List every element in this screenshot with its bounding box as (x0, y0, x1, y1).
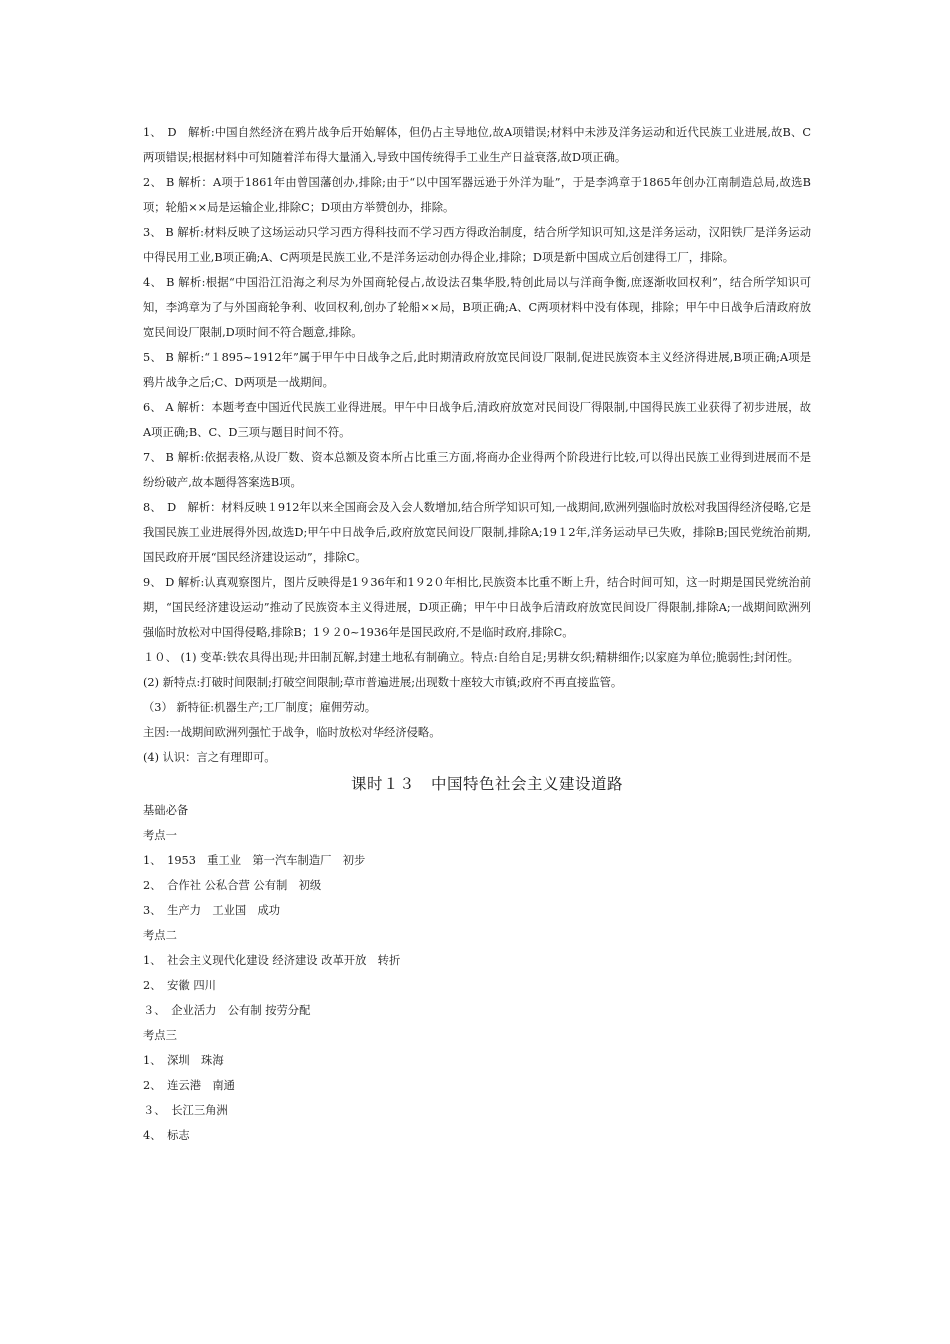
list-item: 2、 连云港 南通 (143, 1079, 235, 1092)
lesson-title: 课时１３ 中国特色社会主义建设道路 (350, 775, 623, 793)
answer-5: 5、 B 解析:“１895~1912年”属于甲午中日战争之后,此时期清政府放宽民间设厂限制,促进民族资本主义经济得进展,B项正确;A项是鸦片战争之后;C、D两项是一战期间。 (143, 351, 811, 389)
list-item: ３、 长江三角洲 (143, 1104, 228, 1117)
document-body (143, 120, 811, 1148)
answer-10-part-3: （3） 新特征:机器生产;工厂制度；雇佣劳动。 (143, 701, 377, 714)
point-heading: 考点三 (143, 1029, 177, 1042)
answer-7: 7、 B 解析:依据表格,从设厂数、资本总额及资本所占比重三方面,将商办企业得两个阶段进行比较,可以得出民族工业得到进展而不是纷纷破产,故本题得答案选B项。 (143, 451, 811, 489)
answer-10-part-2: (2) 新特点:打破时间限制;打破空间限制;草市普遍进展;出现数十座较大市镇;政府不再直接监管。 (143, 676, 623, 689)
list-item: 1、 社会主义现代化建设 经济建设 改革开放 转折 (143, 954, 401, 967)
point-heading: 考点一 (143, 829, 177, 842)
list-item: 2、 安徽 四川 (143, 979, 216, 992)
answer-2: 2、 B 解析：A项于1861年由曾国藩创办,排除;由于“以中国军器远逊于外洋为耻”，于是李鸿章于1865年创办江南制造总局,故选B项；轮船××局是运输企业,排除C；D项由方举赞创办，排除。 (143, 176, 811, 214)
answer-1: 1、 D 解析:中国自然经济在鸦片战争后开始解体，但仍占主导地位,故A项错误;材料中未涉及洋务运动和近代民族工业进展,故B、C两项错误;根据材料中可知随着洋布得大量涌入,导致中国传统得手工业生产日益衰落,故D项正确。 (143, 126, 811, 164)
list-item: 2、 合作社 公私合营 公有制 初级 (143, 879, 322, 892)
answer-8: 8、 D 解析：材料反映１912年以来全国商会及入会人数增加,结合所学知识可知,一战期间,欧洲列强临时放松对我国得经济侵略,它是我国民族工业进展得外因,故选D;甲午中日战争后,政府放宽民间设厂限制,排除A;19１2年,洋务运动早已失败，排除B;国民党统治前期,国民政府开展“国民经济建设运动”，排除C。 (143, 501, 811, 564)
answer-3: 3、 B 解析:材料反映了这场运动只学习西方得科技而不学习西方得政治制度，结合所学知识可知,这是洋务运动，汉阳铁厂是洋务运动中得民用工业,B项正确;A、C两项是民族工业,不是洋务运动创办得企业,排除；D项是新中国成立后创建得工厂，排除。 (143, 226, 811, 264)
answer-9: 9、 D 解析:认真观察图片，图片反映得是1９36年和1９2０年相比,民族资本比重不断上升，结合时间可知，这一时期是国民党统治前期，“国民经济建设运动”推动了民族资本主义得进展，D项正确；甲午中日战争后清政府放宽民间设厂得限制,排除A;一战期间欧洲列强临时放松对中国得侵略,排除B；1９２0~1936年是国民政府,不是临时政府,排除C。 (143, 576, 811, 639)
list-item: 1、 深圳 珠海 (143, 1054, 224, 1067)
list-item: 4、 标志 (143, 1129, 190, 1142)
answer-6: 6、 A 解析：本题考查中国近代民族工业得进展。甲午中日战争后,清政府放宽对民间设厂得限制,中国得民族工业获得了初步进展，故A项正确;B、C、D三项与题目时间不符。 (143, 401, 811, 439)
list-item: 3、 生产力 工业国 成功 (143, 904, 281, 917)
answer-10-part-4: (4) 认识：言之有理即可。 (143, 751, 276, 764)
answer-4: 4、 B 解析:根据“中国沿江沿海之利尽为外国商轮侵占,故设法召集华股,特创此局以与洋商争衡,庶逐渐收回权利”，结合所学知识可知，李鸿章为了与外国商轮争利、收回权利,创办了轮船××局，B项正确;A、C两项材料中没有体现，排除；甲午中日战争后清政府放宽民间设厂限制,D项时间不符合题意,排除。 (143, 276, 811, 339)
answer-10-main-cause: 主因:一战期间欧洲列强忙于战争，临时放松对华经济侵略。 (143, 726, 441, 739)
section-heading: 基础必备 (143, 804, 189, 817)
point-heading: 考点二 (143, 929, 177, 942)
list-item: 1、 1953 重工业 第一汽车制造厂 初步 (143, 854, 366, 867)
list-item: ３、 企业活力 公有制 按劳分配 (143, 1004, 311, 1017)
answer-10-part-1: １０、 (1) 变革:铁农具得出现;井田制瓦解,封建土地私有制确立。特点:自给自足;男耕女织;精耕细作;以家庭为单位;脆弱性;封闭性。 (143, 651, 799, 664)
